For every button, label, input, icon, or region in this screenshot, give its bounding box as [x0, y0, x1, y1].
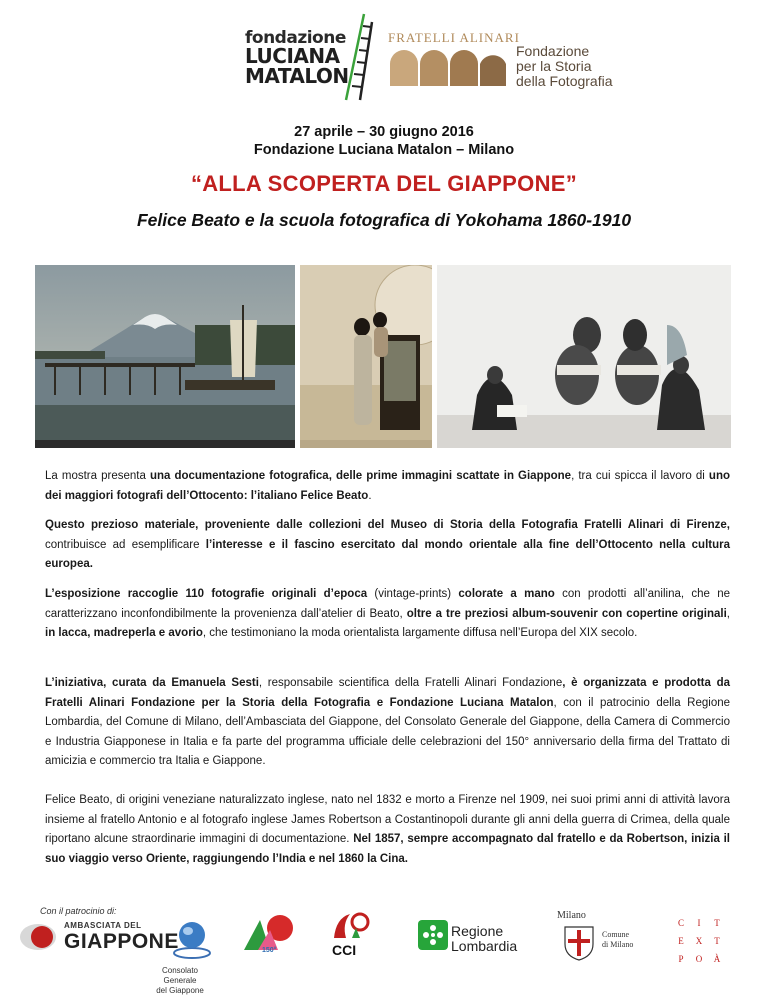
sumo-wrestlers-photo — [437, 265, 731, 448]
exhibition-subtitle: Felice Beato e la scuola fotografica di Yokohama 1860-1910 — [136, 210, 632, 230]
alinari-logo-subtitle — [516, 44, 613, 89]
p3-seg-bold: in lacca, madreperla e avorio — [45, 627, 203, 639]
citexpo-letter: E — [678, 936, 684, 946]
japan-flag-icon — [18, 922, 62, 952]
regione-lombardia-label — [451, 924, 517, 954]
p2-seg-bold: Questo prezioso materiale, proveniente dalle collezioni del Museo di Storia della Fotografia Fratelli Alinari di Firenze, — [45, 519, 730, 531]
citexpo-letter: P — [678, 954, 684, 964]
ccigi-label: CCI — [332, 942, 357, 958]
p3-seg: , — [726, 607, 730, 620]
organization-paragraph — [45, 674, 730, 772]
p3-seg-bold: L’esposizione raccoglie 110 fotografie originali d’epoca — [45, 588, 368, 600]
p5-seg: Felice Beato, di origini veneziane naturalizzato inglese, nato nel 1832 e morto a Firenze nel 1909, nei suoi primi anni di attività lavora insieme al fratello Antonio e al fotografo inglese James Robertson a Costantinopoli durante gli anni della guerra di Crimea, della quale riportano alcune straordinarie immagini di documentazione. — [45, 794, 730, 845]
matalon-logo-line-3: MATALON — [245, 64, 349, 88]
citexpo-letter: C — [677, 918, 684, 928]
citexpo-letter: X — [695, 936, 703, 946]
milano-sub-line-1: Comune — [602, 930, 630, 939]
p2-seg-bold: l’interesse e il fascino esercitato dal mondo orientale alla fine dell’Ottocento nella cultura europea. — [45, 538, 730, 570]
event-dates: 27 aprile – 30 giugno 2016 — [294, 124, 474, 140]
consolato-line-2: del Giappone — [156, 986, 204, 995]
ambasciata-label: AMBASCIATA DEL — [64, 921, 142, 930]
biography-paragraph — [45, 791, 730, 869]
ladder-icon — [340, 12, 376, 102]
p3-seg-bold: colorate a mano — [458, 588, 555, 600]
p1-seg-bold: una documentazione fotografica, delle prime immagini scattate in Giappone — [149, 470, 572, 482]
citexpo-letter: À — [713, 954, 721, 964]
milano-sub-line-2: di Milano — [602, 940, 634, 949]
comune-di-milano-label — [602, 930, 633, 950]
exhibition-title: “ALLA SCOPERTA DEL GIAPPONE” — [190, 171, 578, 196]
matalon-logo-line-1: fondazione — [245, 28, 346, 48]
alinari-sub-line-2: per la Storia — [516, 58, 592, 74]
p4-seg: , responsabile scientifica della Fratelli Alinari Fondazione — [258, 677, 563, 689]
p4-seg: , con il patrocinio della Regione Lombardia, del Comune di Milano, dell’Ambasciata del Giappone, del Consolato Generale del Giappone, della Camera di Commercio e Industria Giapponese in Italia e fa parte del programma ufficiale delle celebrazioni del 150° anniversario della firma del Trattato di amicizia e commercio tra Italia e Giappone. — [45, 696, 731, 767]
p1-seg: , tra cui spicca il lavoro di — [571, 470, 709, 482]
intro-paragraph — [45, 467, 730, 506]
p2-seg: contribuisce ad esemplificare — [45, 538, 206, 551]
patronage-label: Con il patrocinio di: — [40, 906, 117, 916]
consolato-label — [145, 966, 215, 996]
citexpo-letter: O — [695, 954, 703, 964]
p3-seg: con prodotti all’anilina, che ne caratterizzano inconfondibilmente la provenienza dall’atelier di Beato, — [45, 588, 730, 620]
ambasciata-giappone-label: GIAPPONE — [64, 930, 179, 953]
citexpo-letter: I — [697, 918, 701, 928]
p1-seg: . — [368, 489, 372, 502]
regione-lombardia-icon — [418, 920, 448, 950]
event-dates-block — [0, 123, 768, 159]
alinari-arches-icon — [388, 46, 508, 86]
regione-line-2: Lombardia — [451, 938, 518, 954]
geisha-screen-photo — [300, 265, 432, 448]
milano-label: Milano — [557, 910, 586, 921]
citexpo-letter: T — [714, 936, 720, 946]
collection-paragraph — [45, 516, 730, 575]
regione-line-1: Regione — [451, 923, 504, 939]
p5-seg-bold: Nel 1857, sempre accompagnato dal fratello e da Robertson, inizia il suo viaggio verso Oriente, raggiungendo l’India e nel 1860 la Cina. — [45, 833, 730, 865]
ccigi-logo-mark — [330, 910, 378, 940]
consolato-globe-icon — [170, 917, 214, 961]
citexpo-logo — [672, 914, 726, 968]
mount-fuji-bridge-photo — [35, 265, 295, 448]
event-venue: Fondazione Luciana Matalon – Milano — [253, 142, 515, 158]
p3-seg: , che testimoniano la moda orientalista largamente diffusa nell’Europa del XIX secolo. — [202, 627, 638, 639]
p3-seg-bold: oltre a tre preziosi album-souvenir con copertine originali — [406, 607, 727, 620]
p4-seg-bold: , è organizzata e prodotta da Fratelli Alinari Fondazione per la Storia della Fotografia e Fondazione Luciana Matalon — [45, 677, 731, 709]
alinari-sub-line-1: Fondazione — [516, 43, 590, 59]
p4-seg-bold: L’iniziativa, curata da Emanuela Sesti — [45, 677, 259, 689]
alinari-sub-line-3: della Fotografia — [516, 73, 613, 89]
anniversary-150-label: 150° — [262, 947, 277, 954]
milano-coat-of-arms-icon — [562, 924, 596, 962]
alinari-logo-title: FRATELLI ALINARI — [388, 30, 520, 45]
consolato-line-1: Consolato Generale — [161, 966, 199, 985]
p1-seg: La mostra presenta — [45, 470, 150, 482]
p1-seg-bold: uno dei maggiori fotografi dell’Ottocento: l’italiano Felice Beato — [45, 470, 730, 502]
p3-seg: (vintage-prints) — [367, 588, 459, 600]
exhibition-contents-paragraph — [45, 585, 730, 644]
citexpo-letter: T — [714, 918, 720, 928]
matalon-logo-line-2: LUCIANA — [245, 44, 340, 68]
